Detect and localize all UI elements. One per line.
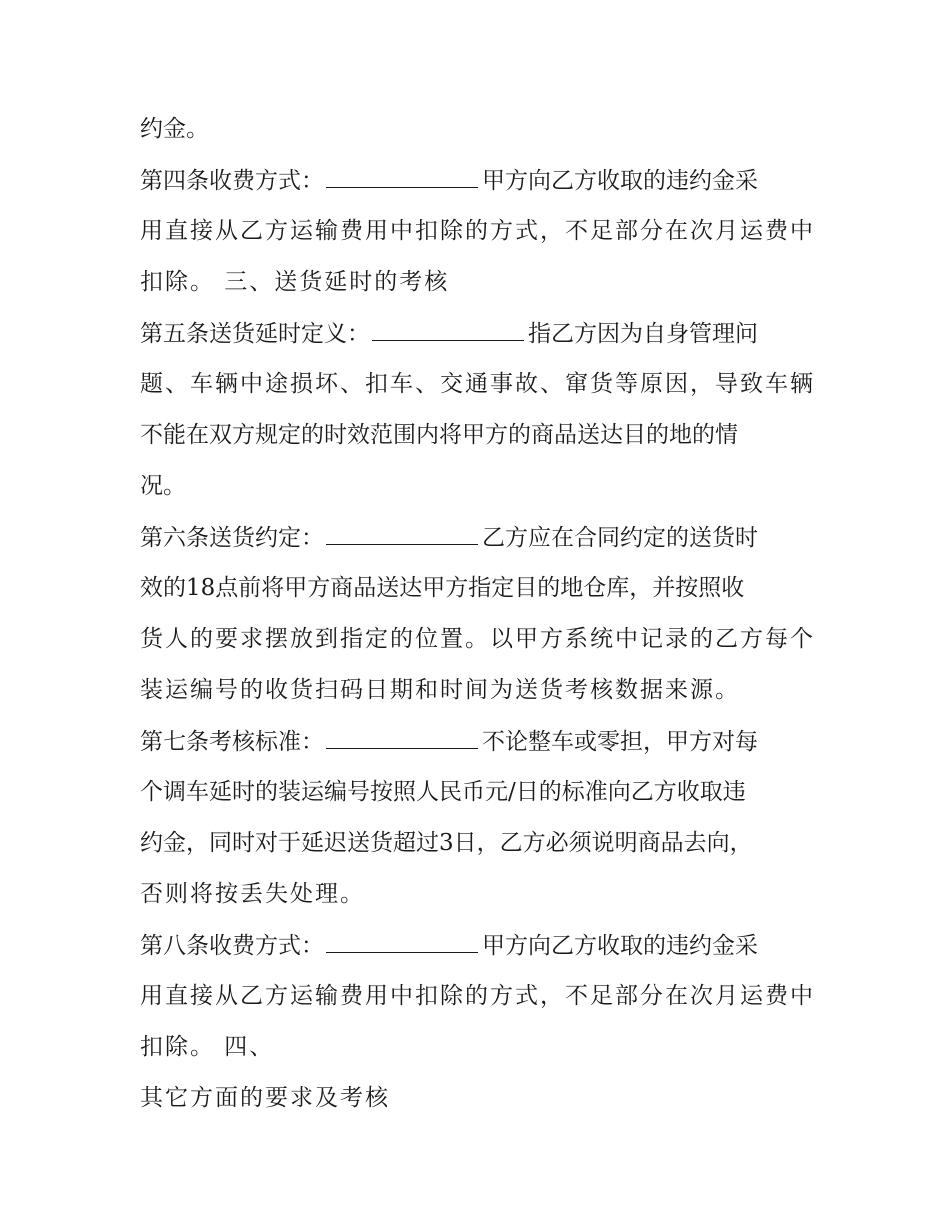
fill-in-blank [372, 318, 524, 341]
clause-5-line [140, 318, 820, 349]
clause-text: 乙方应在合同约定的送货时 [482, 525, 758, 551]
text-line [140, 624, 820, 654]
clause-text: 甲方向乙方收取的违约金采 [482, 933, 758, 959]
line-text: 装运编号的收货扫码日期和时间为送货考核数据来源。 [140, 677, 740, 703]
clause-heading: 第七条考核标准： [140, 729, 324, 755]
text-line [140, 471, 820, 501]
text-line [140, 114, 820, 144]
line-text: 用直接从乙方运输费用中扣除的方式，不足部分在次月运费中 [140, 218, 815, 244]
clause-7-line [140, 726, 820, 757]
line-text: 约金。 [140, 116, 209, 142]
clause-heading: 第四条收费方式： [140, 168, 324, 194]
clause-8-line [140, 930, 820, 961]
clause-heading: 第六条送货约定： [140, 525, 324, 551]
section-4-line [140, 1032, 820, 1062]
fill-in-blank [326, 726, 478, 749]
line-text: 效的18点前将甲方商品送达甲方指定目的地仓库，并按照收 [140, 575, 745, 601]
line-text: 况。 [140, 473, 186, 499]
line-text: 个调车延时的装运编号按照人民币元/日的标准向乙方收取违 [140, 779, 746, 805]
clause-text: 不论整车或零担，甲方对每 [482, 729, 758, 755]
clause-text: 指乙方因为自身管理问 [528, 321, 758, 347]
line-text: 题、车辆中途损坏、扣车、交通事故、窜货等原因，导致车辆 [140, 371, 815, 397]
clause-heading: 第五条送货延时定义： [140, 321, 370, 347]
line-text: 扣除。 三、送货延时的考核 [140, 269, 450, 295]
text-line [140, 573, 820, 603]
line-text: 货人的要求摆放到指定的位置。以甲方系统中记录的乙方每个 [140, 626, 815, 652]
line-text: 不能在双方规定的时效范围内将甲方的商品送达目的地的情 [140, 422, 738, 448]
section-3-line [140, 267, 820, 297]
fill-in-blank [326, 165, 478, 188]
clause-4-line [140, 165, 820, 196]
text-line [140, 420, 820, 450]
fill-in-blank [326, 930, 478, 953]
clause-text: 甲方向乙方收取的违约金采 [482, 168, 758, 194]
text-line [140, 369, 820, 399]
line-text: 用直接从乙方运输费用中扣除的方式，不足部分在次月运费中 [140, 983, 815, 1009]
fill-in-blank [326, 522, 478, 545]
text-line [140, 828, 820, 858]
line-text: 否则将按丢失处理。 [140, 881, 365, 907]
text-line [140, 879, 820, 909]
text-line [140, 216, 820, 246]
line-text: 扣除。 四、 [140, 1034, 275, 1060]
line-text: 约金，同时对于延迟送货超过3日，乙方必须说明商品去向， [140, 830, 753, 856]
text-line [140, 675, 820, 705]
text-line [140, 981, 820, 1011]
section-4-title [140, 1083, 820, 1113]
text-line [140, 777, 820, 807]
line-text: 其它方面的要求及考核 [140, 1085, 390, 1111]
clause-6-line [140, 522, 820, 553]
clause-heading: 第八条收费方式： [140, 933, 324, 959]
